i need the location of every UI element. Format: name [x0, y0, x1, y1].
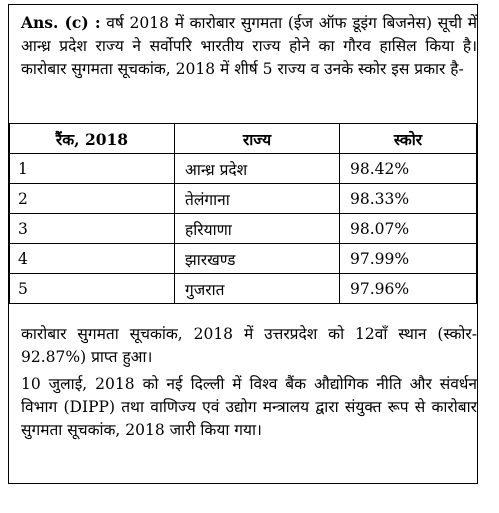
state-cell: झारखण्ड	[175, 244, 340, 274]
score-cell: 98.07%	[340, 214, 477, 244]
ranking-table	[9, 123, 477, 304]
answer-box	[8, 4, 478, 484]
intro-text: वर्ष 2018 में कारोबार सुगमता (ईज ऑफ डूइंग बिजनेस) सूची में आन्ध्र प्रदेश राज्य ने सर्वोपरि भारतीय राज्य होने का गौरव हासिल किया है। कारोबार सुगमता सूचकांक, 2018 में शीर्ष 5 राज्य व उनके स्कोर इस प्रकार है-	[21, 14, 477, 78]
table-row	[10, 244, 477, 274]
release-paragraph: 10 जुलाई, 2018 को नई दिल्ली में विश्व बैंक औद्योगिक नीति और संवर्धन विभाग (DIPP) तथा वाणिज्य एवं उद्योग मन्त्रालय द्वारा संयुक्त रूप से कारोबार सुगमता सूचकांक, 2018 जारी किया गया।	[21, 375, 477, 439]
intro-paragraph	[21, 11, 477, 81]
table-row	[10, 154, 477, 184]
score-cell: 97.99%	[340, 244, 477, 274]
state-cell: हरियाणा	[175, 214, 340, 244]
table-row	[10, 274, 477, 304]
score-cell: 97.96%	[340, 274, 477, 304]
up-rank-paragraph: कारोबार सुगमता सूचकांक, 2018 में उत्तरप्रदेश को 12वाँ स्थान (स्कोर- 92.87%) प्राप्त हुआ।	[21, 325, 477, 366]
state-cell: आन्ध्र प्रदेश	[175, 154, 340, 184]
rank-cell: 3	[10, 214, 175, 244]
state-cell: तेलंगाना	[175, 184, 340, 214]
header-rank: रैंक, 2018	[10, 124, 175, 154]
rank-cell: 2	[10, 184, 175, 214]
rank-cell: 4	[10, 244, 175, 274]
score-cell: 98.33%	[340, 184, 477, 214]
rank-cell: 1	[10, 154, 175, 184]
table-header-row	[10, 124, 477, 154]
table-row	[10, 214, 477, 244]
header-score: स्कोर	[340, 124, 477, 154]
score-cell: 98.42%	[340, 154, 477, 184]
header-state: राज्य	[175, 124, 340, 154]
table-row	[10, 184, 477, 214]
rank-cell: 5	[10, 274, 175, 304]
state-cell: गुजरात	[175, 274, 340, 304]
answer-label: Ans. (c) :	[21, 13, 101, 32]
